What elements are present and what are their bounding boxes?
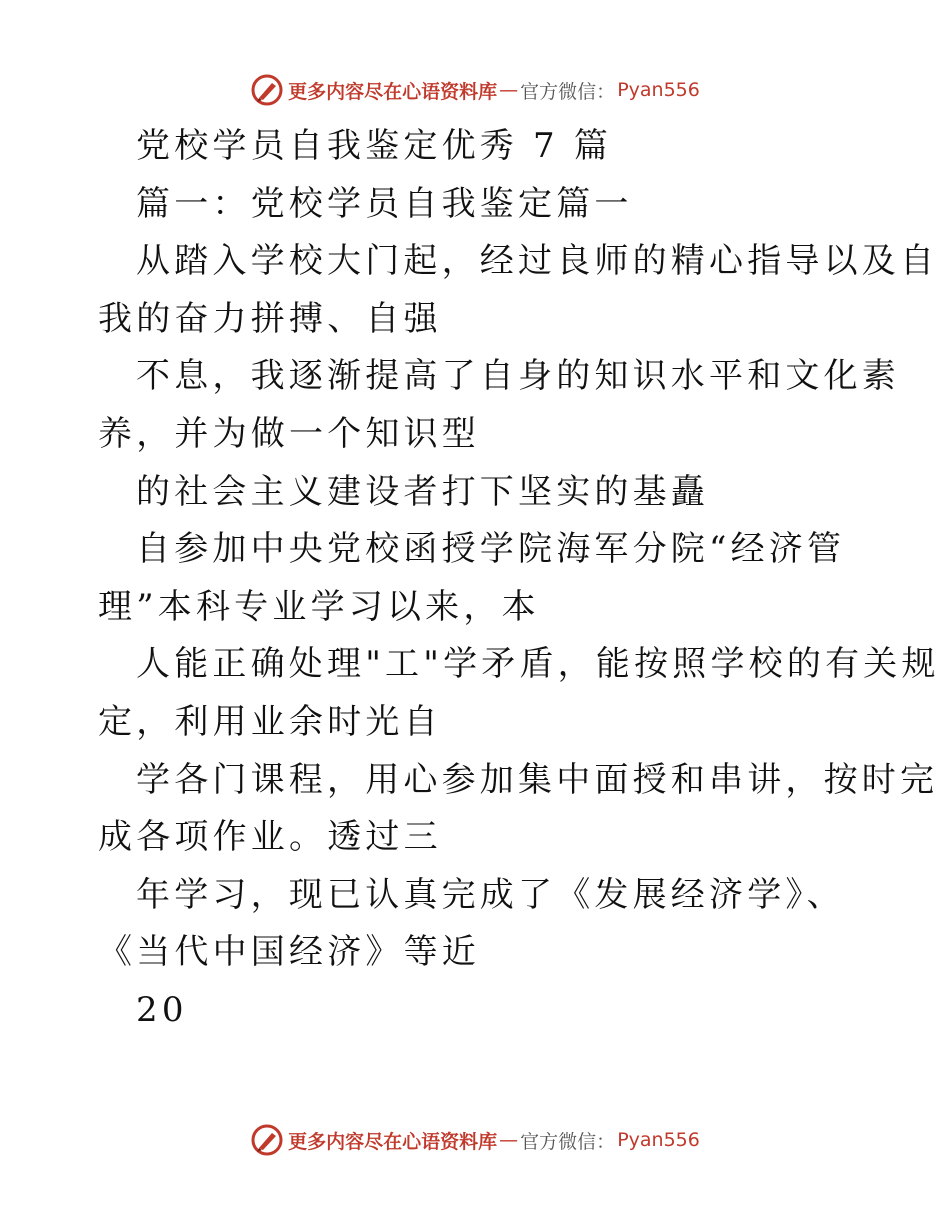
paragraph-line: 不息，我逐渐提高了自身的知识水平和文化素	[136, 356, 900, 397]
document-body	[98, 118, 940, 1040]
watermark-label: 官方微信：	[520, 1130, 616, 1153]
watermark-label: 官方微信：	[520, 80, 616, 103]
paragraph-line: 年学习，现已认真完成了《发展经济学》、	[136, 874, 845, 915]
watermark-header	[0, 72, 950, 108]
pen-logo-icon	[250, 73, 284, 107]
paragraph-line: 养，并为做一个知识型	[98, 413, 480, 454]
watermark-site-text: 更多内容尽在心语资料库	[288, 80, 498, 103]
watermark-footer	[0, 1122, 950, 1158]
paragraph-line: 理”本科专业学习以来，本	[98, 586, 540, 627]
watermark-dash: —	[499, 79, 519, 101]
paragraph-line: 学各门课程，用心参加集中面授和串讲，按时完	[136, 759, 939, 800]
watermark-site-text: 更多内容尽在心语资料库	[288, 1130, 498, 1153]
watermark-dash: —	[499, 1129, 519, 1151]
paragraph-line: 从踏入学校大门起，经过良师的精心指导以及自	[136, 241, 939, 282]
paragraph-line: 人能正确处理"工"学矛盾，能按照学校的有关规	[136, 644, 940, 685]
pen-logo-icon	[250, 1123, 284, 1157]
paragraph-line: 成各项作业。透过三	[98, 817, 442, 858]
section-heading: 篇一：党校学员自我鉴定篇一	[136, 183, 633, 224]
paragraph-line: 《当代中国经济》等近	[98, 932, 480, 973]
paragraph-line: 自参加中央党校函授学院海军分院“经济管	[136, 529, 846, 570]
watermark-wechat-id: Pyan556	[617, 79, 700, 101]
paragraph-line: 我的奋力拼搏、自强	[98, 298, 442, 339]
paragraph-line: 20	[136, 989, 188, 1030]
watermark-wechat-id: Pyan556	[617, 1129, 700, 1151]
document-title: 党校学员自我鉴定优秀 7 篇	[136, 126, 613, 166]
paragraph-line: 的社会主义建设者打下坚实的基矗	[136, 471, 709, 512]
paragraph-line: 定，利用业余时光自	[98, 701, 442, 742]
